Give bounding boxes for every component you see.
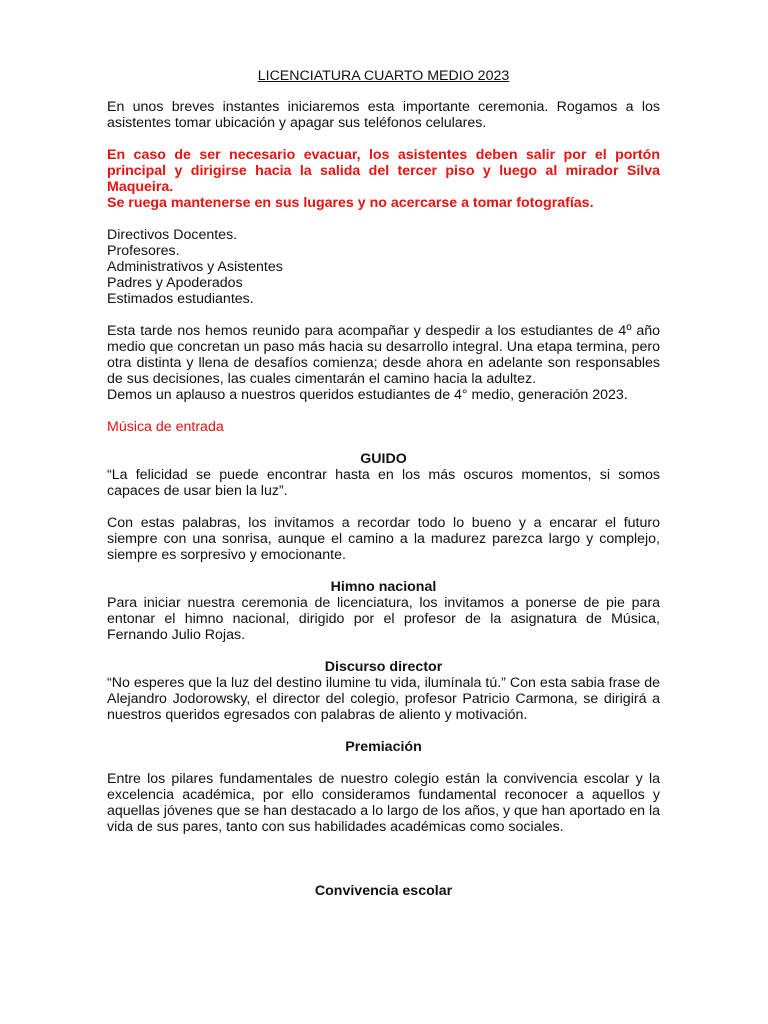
coexistence-section	[107, 883, 660, 899]
section-heading-director: Discurso director	[324, 659, 443, 675]
greeting-item: Directivos Docentes.	[107, 227, 238, 243]
welcome-section	[107, 323, 660, 403]
evacuation-warning	[107, 147, 660, 211]
section-heading-awards: Premiación	[345, 739, 422, 755]
greeting-item: Estimados estudiantes.	[107, 291, 254, 307]
evacuation-instructions: En caso de ser necesario evacuar, los asistentes deben salir por el portón principal y dirigirse hacia la salida del tercer piso y luego al mirador Silva Maqueira.	[107, 147, 660, 195]
section-heading-guido: GUIDO	[360, 451, 407, 467]
guido-quote: “La felicidad se puede encontrar hasta en los más oscuros momentos, si somos capaces de usar bien la luz”.	[107, 467, 660, 499]
intro-paragraph: En unos breves instantes iniciaremos esta importante ceremonia. Rogamos a los asistentes tomar ubicación y apagar sus teléfonos celulares.	[107, 99, 660, 131]
guido-section	[107, 451, 660, 563]
guido-text: Con estas palabras, los invitamos a recordar todo lo bueno y a encarar el futuro siempre con una sonrisa, aunque el camino a la madurez parezca largo y complejo, siempre es sorpresivo y emocionante.	[107, 515, 660, 563]
photo-warning: Se ruega mantenerse en sus lugares y no acercarse a tomar fotografías.	[107, 195, 594, 211]
document-title: LICENCIATURA CUARTO MEDIO 2023	[257, 68, 510, 84]
awards-section	[107, 739, 660, 835]
anthem-text: Para iniciar nuestra ceremonia de licenciatura, los invitamos a ponerse de pie para entonar el himno nacional, dirigido por el profesor de la asignatura de Música, Fernando Julio Rojas.	[107, 595, 660, 643]
applause-line: Demos un aplauso a nuestros queridos estudiantes de 4° medio, generación 2023.	[107, 387, 628, 403]
section-heading-anthem: Himno nacional	[330, 579, 437, 595]
section-heading-coexistence: Convivencia escolar	[314, 883, 453, 899]
welcome-paragraph: Esta tarde nos hemos reunido para acompañar y despedir a los estudiantes de 4º año medio que concretan un paso más hacia su desarrollo integral. Una etapa termina, pero otra distinta y llena de desafíos comienza; desde ahora en adelante son responsables de sus decisiones, las cuales cimentarán el camino hacia la adultez.	[107, 323, 660, 387]
anthem-section	[107, 579, 660, 643]
greeting-item: Padres y Apoderados	[107, 275, 243, 291]
greetings-list	[107, 227, 660, 307]
document-page	[107, 68, 660, 899]
greeting-item: Administrativos y Asistentes	[107, 259, 283, 275]
awards-text: Entre los pilares fundamentales de nuestro colegio están la convivencia escolar y la excelencia académica, por ello consideramos fundamental reconocer a aquellos y aquellas jóvenes que se han destacado a lo largo de los años, y que han aportado en la vida de sus pares, tanto con sus habilidades académicas como sociales.	[107, 771, 660, 835]
music-entry-cue: Música de entrada	[107, 419, 224, 435]
director-text: “No esperes que la luz del destino ilumine tu vida, ilumínala tú.” Con esta sabia frase de Alejandro Jodorowsky, el director del colegio, profesor Patricio Carmona, se dirigirá a nuestros queridos egresados con palabras de aliento y motivación.	[107, 675, 660, 723]
greeting-item: Profesores.	[107, 243, 180, 259]
director-section	[107, 659, 660, 723]
